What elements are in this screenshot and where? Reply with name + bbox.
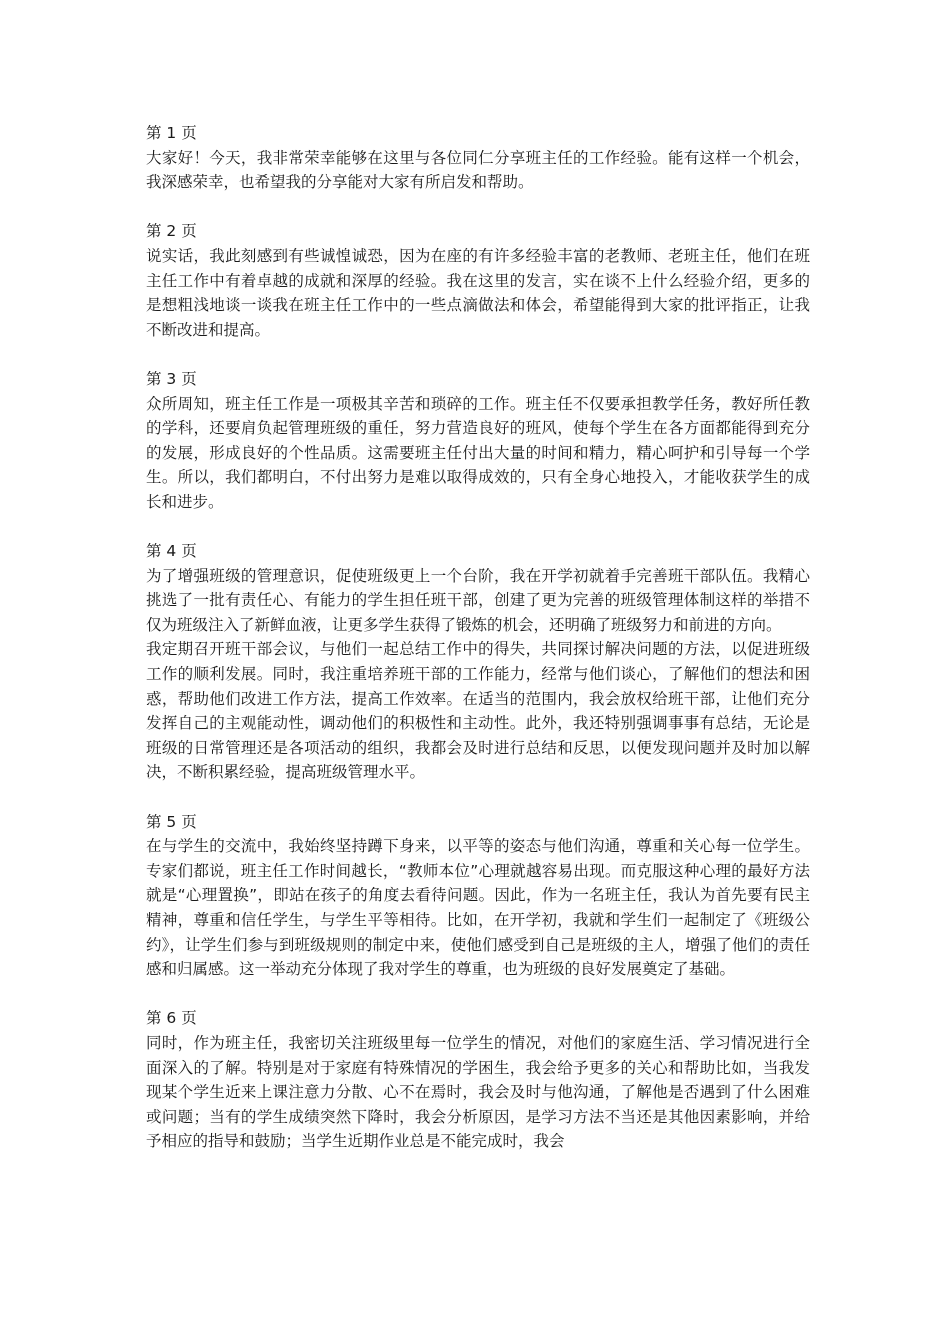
paragraph: 我定期召开班干部会议，与他们一起总结工作中的得失，共同探讨解决问题的方法，以促进班级工作的顺利发展。同时，我注重培养班干部的工作能力，经常与他们谈心，了解他们的想法和困惑，帮助他们改进工作方法，提高工作效率。在适当的范围内，我会放权给班干部，让他们充分发挥自己的主观能动性，调动他们的积极性和主动性。此外，我还特别强调事事有总结，无论是班级的日常管理还是各项活动的组织，我都会及时进行总结和反思，以便发现问题并及时加以解决，不断积累经验，提高班级管理水平。: [146, 640, 810, 782]
paragraph: 在与学生的交流中，我始终坚持蹲下身来，以平等的姿态与他们沟通，尊重和关心每一位学生。专家们都说，班主任工作时间越长，“教师本位”心理就越容易出现。而克服这种心理的最好方法就是“心理置换”，即站在孩子的角度去看待问题。因此，作为一名班主任，我认为首先要有民主精神，尊重和信任学生，与学生平等相待。比如，在开学初，我就和学生们一起制定了《班级公约》，让学生们参与到班级规则的制定中来，使他们感受到自己是班级的主人，增强了他们的责任感和归属感。这一举动充分体现了我对学生的尊重，也为班级的良好发展奠定了基础。: [146, 837, 810, 979]
page-label: 第 3 页: [146, 369, 197, 388]
page-section-6: [146, 1006, 810, 1154]
page-label: 第 1 页: [146, 124, 197, 142]
page-label: 第 5 页: [146, 812, 197, 831]
paragraph: 说实话，我此刻感到有些诚惶诚恐，因为在座的有许多经验丰富的老教师、老班主任，他们在班主任工作中有着卓越的成就和深厚的经验。我在这里的发言，实在谈不上什么经验介绍，更多的是想粗浅地谈一谈我在班主任工作中的一些点滴做法和体会，希望能得到大家的批评指正，让我不断改进和提高。: [146, 246, 810, 339]
page-label: 第 6 页: [146, 1009, 197, 1028]
page-label: 第 4 页: [146, 542, 197, 561]
page-section-1: [146, 121, 810, 195]
page-section-2: [146, 219, 810, 342]
page-section-3: [146, 367, 810, 515]
paragraph: 同时，作为班主任，我密切关注班级里每一位学生的情况，对他们的家庭生活、学习情况进行全面深入的了解。特别是对于家庭有特殊情况的学困生，我会给予更多的关心和帮助比如，当我发现某个学生近来上课注意力分散、心不在焉时，我会及时与他沟通，了解他是否遇到了什么困难或问题；当有的学生成绩突然下降时，我会分析原因，是学习方法不当还是其他因素影响，并给予相应的指导和鼓励；当学生近期作业总是不能完成时，我会: [146, 1033, 810, 1151]
page-section-4: [146, 539, 810, 785]
paragraph: 为了增强班级的管理意识，促使班级更上一个台阶，我在开学初就着手完善班干部队伍。我精心挑选了一批有责任心、有能力的学生担任班干部，创建了更为完善的班级管理体制这样的举措不仅为班级注入了新鲜血液，让更多学生获得了锻炼的机会，还明确了班级努力和前进的方向。: [146, 566, 810, 634]
paragraph: 众所周知，班主任工作是一项极其辛苦和琐碎的工作。班主任不仅要承担教学任务，教好所任教的学科，还要肩负起管理班级的重任，努力营造良好的班风，使每个学生在各方面都能得到充分的发展，形成良好的个性品质。这需要班主任付出大量的时间和精力，精心呵护和引导每一个学生。所以，我们都明白，不付出努力是难以取得成效的，只有全身心地投入，才能收获学生的成长和进步。: [146, 394, 810, 511]
document-body: [146, 121, 810, 1179]
page-label: 第 2 页: [146, 222, 197, 241]
paragraph: 大家好！今天，我非常荣幸能够在这里与各位同仁分享班主任的工作经验。能有这样一个机会，我深感荣幸，也希望我的分享能对大家有所启发和帮助。: [146, 148, 810, 192]
page-section-5: [146, 810, 810, 982]
